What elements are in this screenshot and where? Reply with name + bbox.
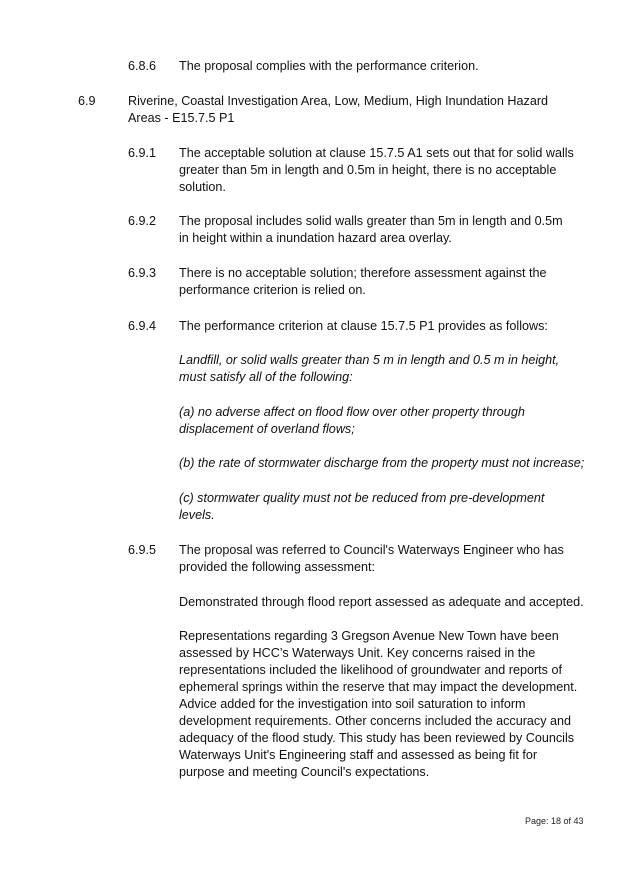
criterion-item-b: (b) the rate of stormwater discharge from the property must not increase;: [179, 456, 585, 470]
assessment-paragraph-2: Representations regarding 3 Gregson Avenue New Town have been assessed by HCC’s Waterways Unit. Key concerns raised in the representations included the likelihood of groundwater and reports of ephemeral springs within the reserve that may impact the development. Advice added for the investigation into soil saturation to inform development requirements. Other concerns included the accuracy and adequacy of the flood study. This study has been reviewed by Councils Waterways Unit's Engineering staff and assessed as being fit for purpose and meeting Council's expectations.: [179, 629, 578, 779]
section-text-6-8-6: The proposal complies with the performance criterion.: [179, 59, 479, 73]
section-number-6-9-5: 6.9.5: [128, 543, 157, 557]
assessment-paragraph-1: Demonstrated through flood report assessed as adequate and accepted.: [179, 595, 584, 609]
section-text-6-9-4: The performance criterion at clause 15.7.5 P1 provides as follows:: [179, 319, 548, 333]
section-number-6-8-6: 6.8.6: [128, 59, 157, 73]
section-number-6-9-4: 6.9.4: [128, 319, 157, 333]
criterion-item-a: (a) no adverse affect on flood flow over other property through displacement of overland flows;: [179, 405, 525, 436]
section-number-6-9: 6.9: [78, 94, 96, 108]
section-heading-6-9: Riverine, Coastal Investigation Area, Low, Medium, High Inundation Hazard Areas - E15.7.5 P1: [128, 94, 549, 125]
section-text-6-9-2: The proposal includes solid walls greater than 5m in length and 0.5m in height within a inundation hazard area overlay.: [179, 214, 563, 245]
page-number: Page: 18 of 43: [525, 816, 584, 826]
section-text-6-9-3: There is no acceptable solution; therefore assessment against the performance criterion is relied on.: [179, 266, 547, 297]
section-number-6-9-3: 6.9.3: [128, 266, 157, 280]
criterion-intro: Landfill, or solid walls greater than 5 m in length and 0.5 m in height, must satisfy all of the following:: [179, 353, 560, 384]
section-number-6-9-2: 6.9.2: [128, 214, 157, 228]
section-text-6-9-1: The acceptable solution at clause 15.7.5 A1 sets out that for solid walls greater than 5m in length and 0.5m in height, there is no acceptable solution.: [179, 146, 574, 194]
section-number-6-9-1: 6.9.1: [128, 146, 157, 160]
criterion-item-c: (c) stormwater quality must not be reduced from pre-development levels.: [179, 491, 545, 522]
section-text-6-9-5: The proposal was referred to Council's Waterways Engineer who has provided the following assessment:: [179, 543, 564, 574]
